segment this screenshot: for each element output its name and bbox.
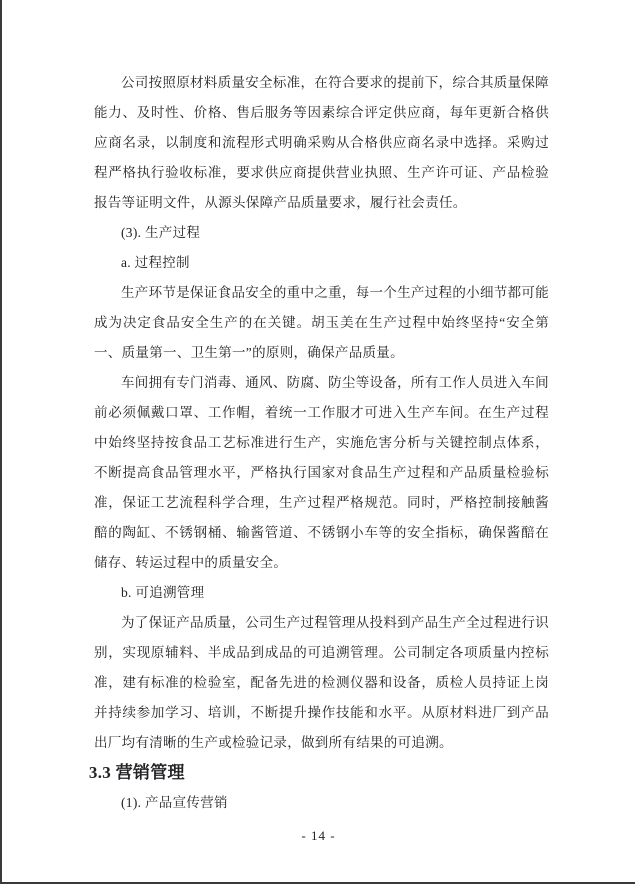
list-item-traceability-management: b. 可追溯管理 — [121, 585, 205, 600]
paragraph-traceability-detail: 为了保证产品质量，公司生产过程管理从投料到产品生产全过程进行识别，实现原辅料、半成品到成品的可追溯管理。公司制定各项质量内控标准，建有标准的检验室，配备先进的检测仪器和设备，质检人员持证上岗并持续参加学习、培训，不断提升操作技能和水平。从原材料进厂到产品出厂均有清晰的生产或检验记录，做到所有结果的可追溯。 — [94, 615, 549, 750]
paragraph-supplier-evaluation: 公司按照原材料质量安全标准，在符合要求的提前下，综合其质量保障能力、及时性、价格、售后服务等因素综合评定供应商，每年更新合格供应商名录，以制度和流程形式明确采购从合格供应商名录中选择。采购过程严格执行验收标准，要求供应商提供营业执照、生产许可证、产品检验报告等证明文件，从源头保障产品质量要求，履行社会责任。 — [94, 75, 549, 210]
page-number: - 14 - — [301, 828, 336, 843]
section-heading-marketing-management: 3.3 营销管理 — [88, 763, 185, 782]
list-item-product-promotion: (1). 产品宣传营销 — [121, 795, 228, 810]
list-item-process-control: a. 过程控制 — [121, 255, 190, 270]
paragraph-workshop-equipment: 车间拥有专门消毒、通风、防腐、防尘等设备，所有工作人员进入车间前必须佩戴口罩、工作帽，着统一工作服才可进入生产车间。在生产过程中始终坚持按食品工艺标准进行生产，实施危害分析与关键控制点体系，不断提高食品管理水平，严格执行国家对食品生产过程和产品质量检验标准，保证工艺流程科学合理，生产过程严格规范。同时，严格控制接触酱醅的陶缸、不锈钢桶、输酱管道、不锈钢小车等的安全指标，确保酱醅在储存、转运过程中的质量安全。 — [94, 375, 549, 570]
paragraph-production-principle: 生产环节是保证食品安全的重中之重，每一个生产过程的小细节都可能成为决定食品安全生产的在关键。胡玉美在生产过程中始终坚持“安全第一、质量第一、卫生第一”的原则，确保产品质量。 — [94, 285, 549, 360]
document-body — [88, 68, 549, 818]
list-item-production-process: (3). 生产过程 — [121, 225, 201, 240]
